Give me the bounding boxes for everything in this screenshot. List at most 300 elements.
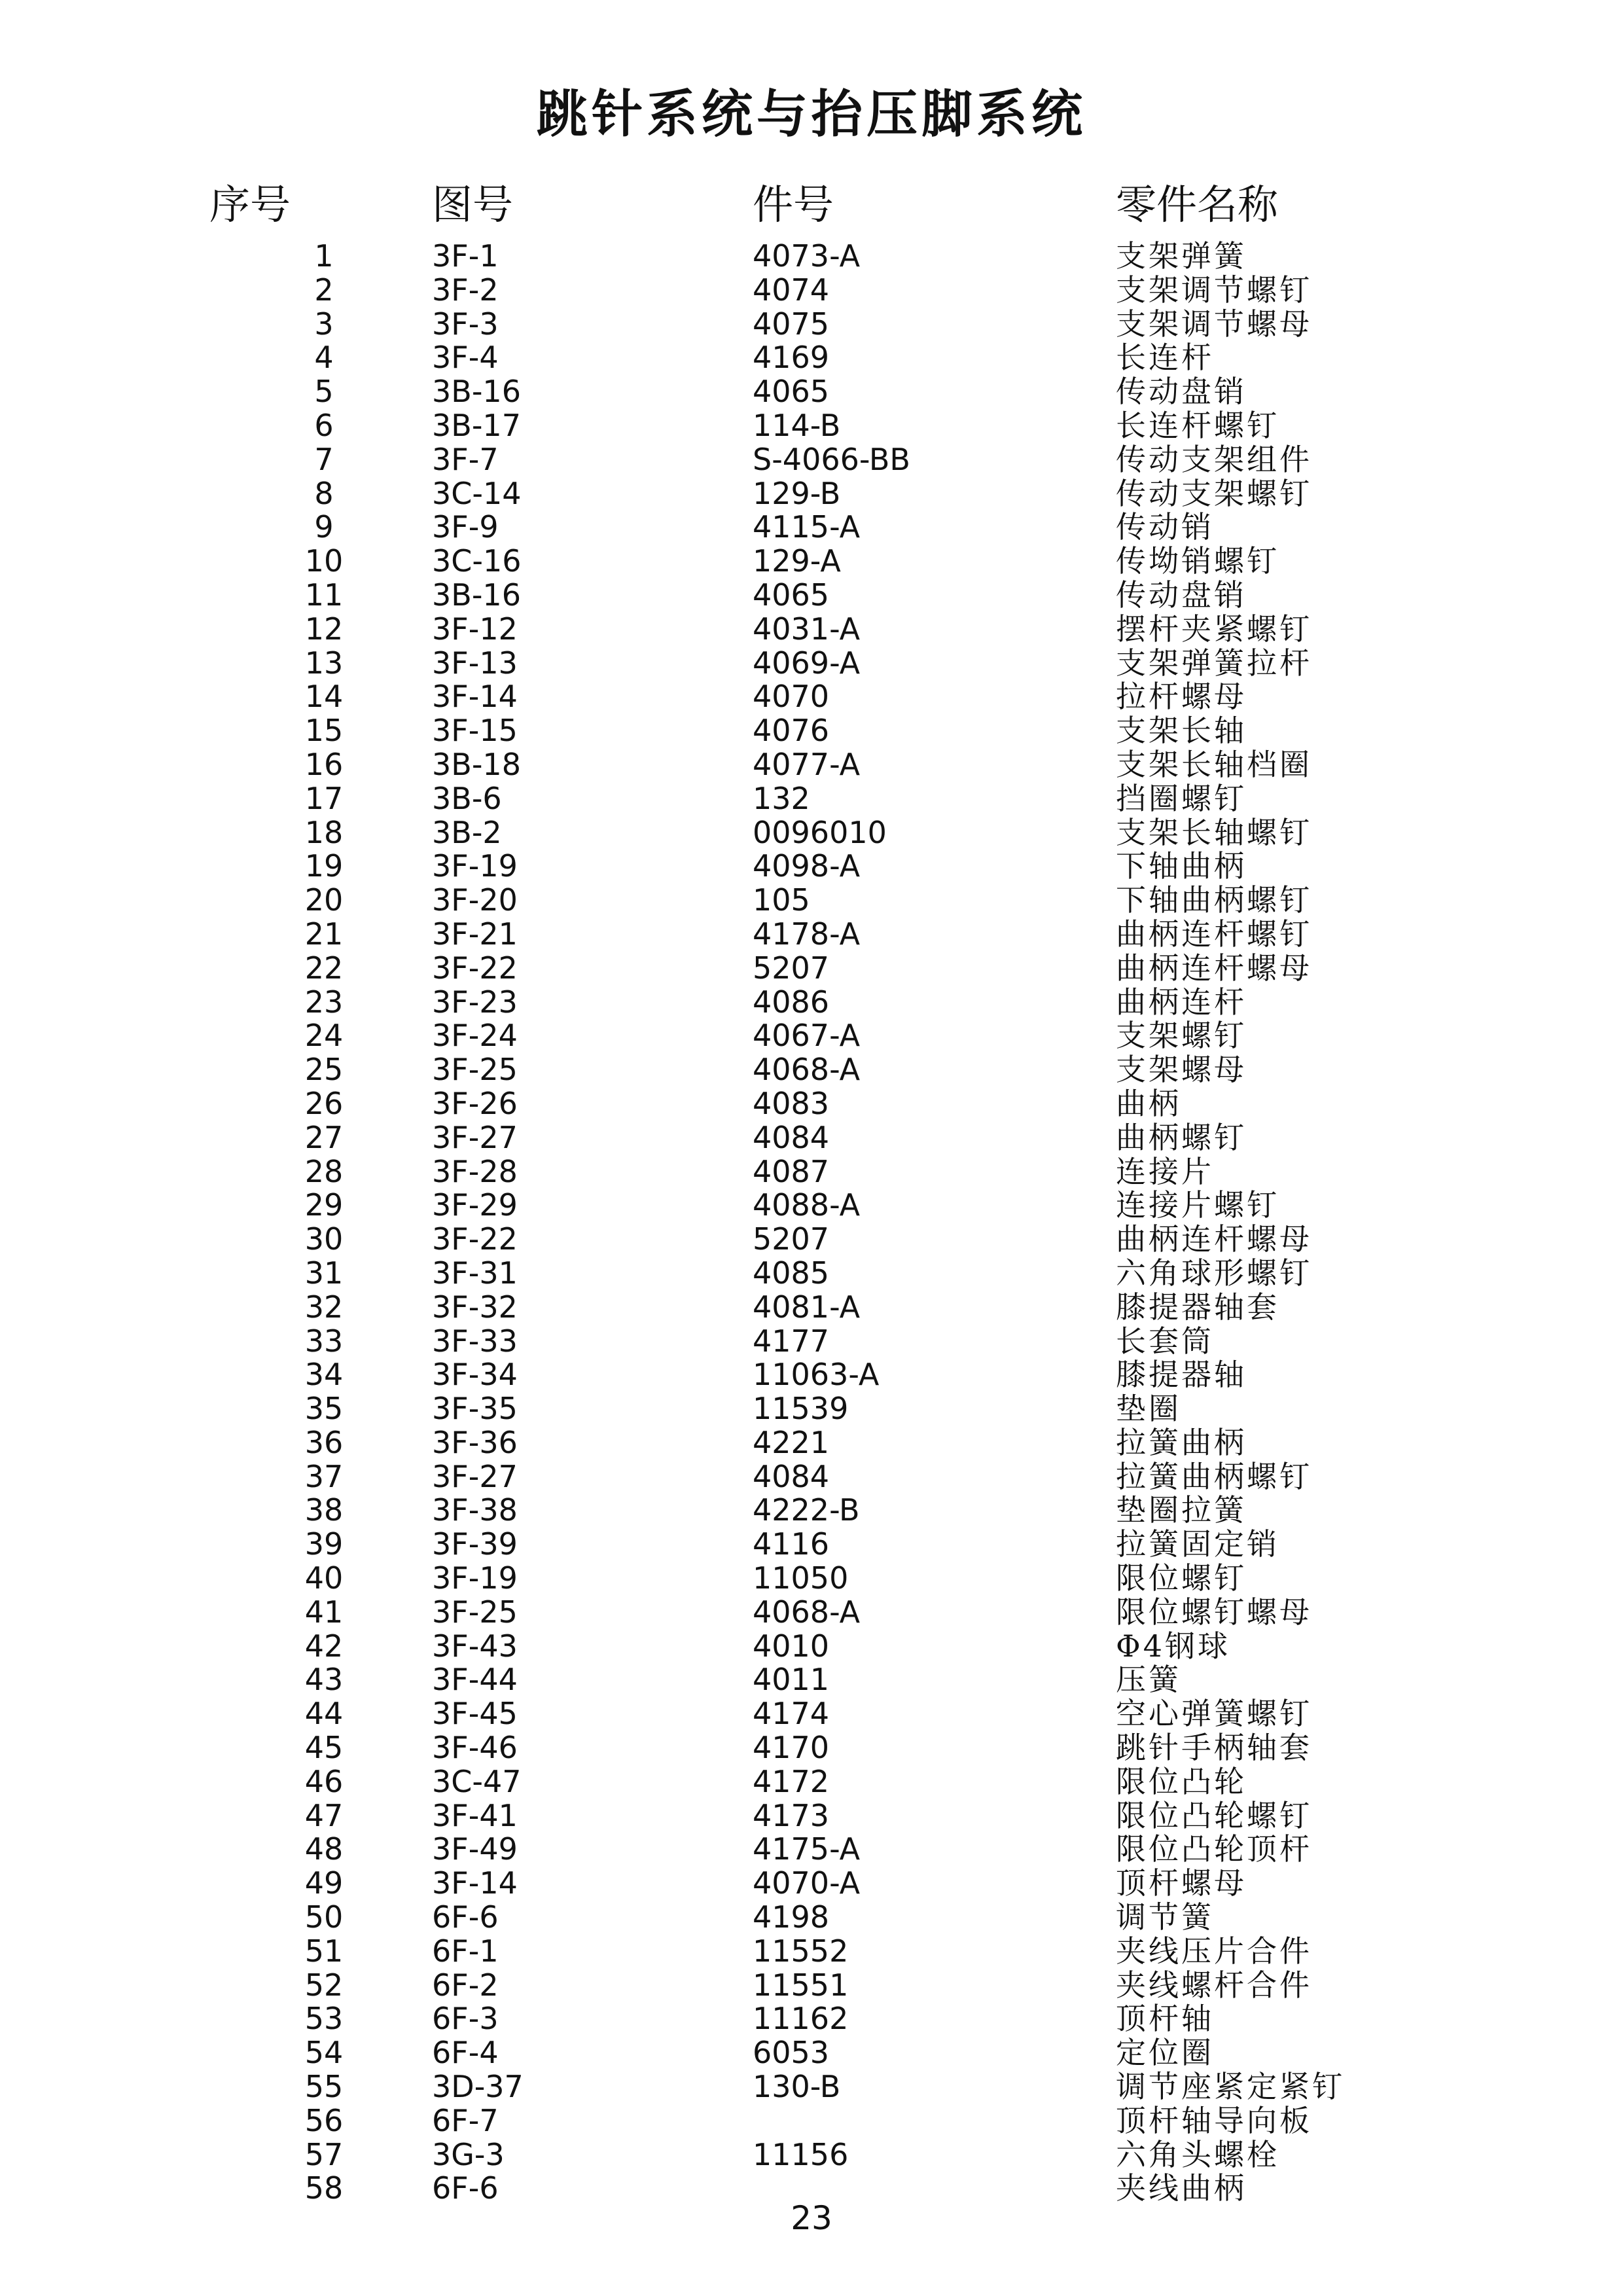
- seq-value: 12: [304, 612, 344, 647]
- cell-seq: [0, 1867, 432, 1901]
- cell-seq: [0, 1901, 432, 1935]
- table-row: [0, 2104, 1623, 2138]
- table-row: [0, 1019, 1623, 1053]
- cell-name: 夹线压片合件: [1116, 1934, 1312, 1969]
- cell-figure: 6F-2: [432, 1968, 499, 2003]
- table-row: [0, 1562, 1623, 1596]
- cell-seq: [0, 1053, 432, 1087]
- table-row: [0, 1392, 1623, 1426]
- cell-seq: [0, 1935, 432, 1969]
- cell-name: 传坳销螺钉: [1116, 545, 1279, 579]
- table-row: [0, 1528, 1623, 1562]
- seq-value: 43: [304, 1663, 344, 1698]
- cell-figure: 3F-14: [432, 1867, 518, 1901]
- table-row: [0, 1223, 1623, 1257]
- table-row: [0, 1189, 1623, 1223]
- cell-seq: [0, 884, 432, 918]
- table-row: [0, 816, 1623, 850]
- seq-value: 8: [314, 476, 334, 511]
- seq-value: 45: [304, 1731, 344, 1765]
- cell-name: 连接片: [1116, 1155, 1214, 1189]
- cell-part: 105: [753, 884, 810, 918]
- cell-part: 0096010: [753, 816, 887, 850]
- seq-value: 57: [304, 2138, 344, 2172]
- cell-figure: 3F-38: [432, 1494, 518, 1528]
- seq-value: 56: [304, 2104, 344, 2138]
- table-header-row: [0, 162, 1623, 240]
- table-row: [0, 986, 1623, 1020]
- table-row: [0, 613, 1623, 647]
- cell-figure: 3F-9: [432, 511, 499, 545]
- cell-seq: [0, 2104, 432, 2138]
- cell-part: 114-B: [753, 408, 841, 443]
- cell-part: 4011: [753, 1663, 830, 1698]
- cell-name: 调节簧: [1116, 1901, 1214, 1935]
- cell-figure: 3B-6: [432, 781, 502, 816]
- cell-name: 挡圈螺钉: [1116, 781, 1247, 816]
- cell-name: 顶杆螺母: [1116, 1867, 1247, 1901]
- cell-seq: [0, 579, 432, 613]
- cell-seq: [0, 1223, 432, 1257]
- cell-seq: [0, 274, 432, 308]
- cell-name: 摆杆夹紧螺钉: [1116, 612, 1312, 647]
- table-row: [0, 1867, 1623, 1901]
- table-row: [0, 2138, 1623, 2172]
- cell-seq: [0, 1358, 432, 1392]
- cell-figure: 3F-39: [432, 1528, 518, 1562]
- cell-figure: 3F-32: [432, 1290, 518, 1325]
- cell-part: 4065: [753, 578, 830, 613]
- table-row: [0, 1494, 1623, 1528]
- seq-value: 5: [314, 375, 334, 409]
- cell-figure: 3F-15: [432, 714, 518, 748]
- seq-value: 21: [304, 917, 344, 952]
- table-row: [0, 579, 1623, 613]
- table-row: [0, 1935, 1623, 1969]
- cell-name: 拉簧曲柄: [1116, 1426, 1247, 1460]
- cell-name: 支架调节螺钉: [1116, 273, 1312, 308]
- page-number: 23: [791, 2199, 832, 2237]
- table-row: [0, 511, 1623, 545]
- cell-part: 4069-A: [753, 646, 861, 681]
- cell-part: 4068-A: [753, 1053, 861, 1087]
- cell-name: 夹线螺杆合件: [1116, 1968, 1312, 2003]
- cell-seq: [0, 1325, 432, 1359]
- cell-part: 4077-A: [753, 747, 861, 782]
- seq-value: 46: [304, 1765, 344, 1799]
- cell-part: 4031-A: [753, 612, 861, 647]
- cell-figure: 6F-7: [432, 2104, 499, 2138]
- table-row: [0, 1630, 1623, 1664]
- cell-seq: [0, 1189, 432, 1223]
- cell-seq: [0, 1731, 432, 1765]
- cell-part: 4169: [753, 341, 830, 376]
- seq-value: 38: [304, 1494, 344, 1528]
- cell-name: 曲柄连杆螺母: [1116, 1223, 1312, 1257]
- cell-figure: 3F-24: [432, 1019, 518, 1054]
- cell-figure: 3G-3: [432, 2138, 505, 2172]
- seq-value: 31: [304, 1256, 344, 1291]
- cell-part: 4116: [753, 1528, 830, 1562]
- table-row: [0, 1426, 1623, 1460]
- cell-figure: 3F-28: [432, 1155, 518, 1189]
- cell-name: 拉簧曲柄螺钉: [1116, 1460, 1312, 1494]
- table-row: [0, 918, 1623, 952]
- cell-name: 压簧: [1116, 1663, 1181, 1698]
- cell-seq: [0, 986, 432, 1020]
- cell-name: 垫圈: [1116, 1392, 1181, 1426]
- table-row: [0, 952, 1623, 986]
- cell-name: 膝提器轴套: [1116, 1290, 1279, 1325]
- seq-value: 50: [304, 1901, 344, 1935]
- cell-figure: 3C-16: [432, 545, 522, 579]
- parts-table: [0, 162, 1623, 2206]
- seq-value: 40: [304, 1562, 344, 1596]
- seq-value: 47: [304, 1799, 344, 1833]
- cell-seq: [0, 952, 432, 986]
- table-row: [0, 1155, 1623, 1189]
- cell-part: 4076: [753, 714, 830, 748]
- cell-seq: [0, 545, 432, 579]
- seq-value: 23: [304, 985, 344, 1020]
- cell-seq: [0, 409, 432, 443]
- seq-value: 28: [304, 1155, 344, 1189]
- cell-figure: 3F-43: [432, 1629, 518, 1664]
- seq-value: 26: [304, 1086, 344, 1121]
- cell-name: 限位凸轮: [1116, 1765, 1247, 1799]
- cell-seq: [0, 477, 432, 511]
- cell-part: 11539: [753, 1392, 849, 1426]
- table-row: [0, 477, 1623, 511]
- cell-figure: 3C-47: [432, 1765, 522, 1799]
- seq-value: 58: [304, 2172, 344, 2206]
- parts-table-body: [0, 240, 1623, 2206]
- table-row: [0, 1121, 1623, 1155]
- cell-name: 支架调节螺母: [1116, 307, 1312, 342]
- cell-name: 连接片螺钉: [1116, 1189, 1279, 1223]
- cell-part: 4084: [753, 1121, 830, 1155]
- cell-part: 11050: [753, 1562, 849, 1596]
- cell-name: 支架螺钉: [1116, 1019, 1247, 1054]
- seq-value: 24: [304, 1019, 344, 1054]
- cell-seq: [0, 748, 432, 782]
- cell-name: 限位凸轮顶杆: [1116, 1833, 1312, 1867]
- seq-value: 37: [304, 1460, 344, 1494]
- cell-seq: [0, 1799, 432, 1833]
- table-row: [0, 1460, 1623, 1494]
- table-row: [0, 647, 1623, 681]
- cell-part: 11551: [753, 1968, 849, 2003]
- cell-figure: 3F-14: [432, 680, 518, 715]
- seq-value: 44: [304, 1697, 344, 1732]
- cell-seq: [0, 647, 432, 681]
- table-row: [0, 1663, 1623, 1697]
- cell-name: 曲柄连杆: [1116, 985, 1247, 1020]
- seq-value: 55: [304, 2070, 344, 2104]
- cell-name: 支架弹簧拉杆: [1116, 646, 1312, 681]
- cell-figure: 3C-14: [432, 476, 522, 511]
- cell-seq: [0, 1019, 432, 1053]
- cell-part: [753, 2104, 1116, 2138]
- cell-part: 4087: [753, 1155, 830, 1189]
- seq-value: 30: [304, 1223, 344, 1257]
- cell-figure: 3F-44: [432, 1663, 518, 1698]
- cell-name: 支架弹簧: [1116, 240, 1247, 274]
- table-row: [0, 1731, 1623, 1765]
- cell-part: 4065: [753, 375, 830, 409]
- cell-part: 4178-A: [753, 917, 861, 952]
- table-row: [0, 1765, 1623, 1799]
- cell-figure: 3F-34: [432, 1358, 518, 1393]
- table-row: [0, 782, 1623, 816]
- cell-seq: [0, 918, 432, 952]
- cell-part: 4083: [753, 1086, 830, 1121]
- cell-name: Φ4钢球: [1116, 1629, 1230, 1664]
- cell-seq: [0, 1257, 432, 1291]
- cell-figure: 6F-3: [432, 2002, 499, 2037]
- table-row: [0, 1325, 1623, 1359]
- cell-name: 支架长轴: [1116, 714, 1247, 748]
- seq-value: 41: [304, 1595, 344, 1630]
- cell-figure: 3F-21: [432, 917, 518, 952]
- cell-part: 4222-B: [753, 1494, 860, 1528]
- cell-figure: 3F-2: [432, 273, 499, 308]
- cell-seq: [0, 816, 432, 850]
- seq-value: 2: [314, 273, 334, 308]
- cell-seq: [0, 1630, 432, 1664]
- seq-value: 22: [304, 951, 344, 986]
- cell-seq: [0, 1460, 432, 1494]
- table-row: [0, 545, 1623, 579]
- cell-seq: [0, 2036, 432, 2070]
- cell-name: 拉簧固定销: [1116, 1528, 1279, 1562]
- cell-name: 定位圈: [1116, 2036, 1214, 2071]
- cell-part: 4098-A: [753, 850, 861, 884]
- seq-value: 17: [304, 781, 344, 816]
- cell-seq: [0, 680, 432, 714]
- table-row: [0, 1257, 1623, 1291]
- table-row: [0, 748, 1623, 782]
- cell-seq: [0, 613, 432, 647]
- cell-seq: [0, 308, 432, 342]
- header-part: 件号: [753, 180, 834, 228]
- table-row: [0, 850, 1623, 884]
- cell-figure: 3B-16: [432, 375, 521, 409]
- cell-figure: 3F-46: [432, 1731, 518, 1765]
- table-row: [0, 274, 1623, 308]
- seq-value: 54: [304, 2036, 344, 2071]
- cell-seq: [0, 1087, 432, 1121]
- seq-value: 52: [304, 1968, 344, 2003]
- seq-value: 29: [304, 1189, 344, 1223]
- seq-value: 34: [304, 1358, 344, 1393]
- cell-part: 4198: [753, 1901, 830, 1935]
- cell-part: 11162: [753, 2002, 849, 2037]
- cell-seq: [0, 1562, 432, 1596]
- cell-figure: 3D-37: [432, 2070, 524, 2104]
- cell-figure: 3F-27: [432, 1460, 518, 1494]
- seq-value: 3: [314, 307, 334, 342]
- seq-value: 48: [304, 1833, 344, 1867]
- cell-part: 5207: [753, 1223, 830, 1257]
- seq-value: 10: [304, 545, 344, 579]
- seq-value: 19: [304, 850, 344, 884]
- cell-name: 顶杆轴: [1116, 2002, 1214, 2037]
- seq-value: 27: [304, 1121, 344, 1155]
- seq-value: 11: [304, 578, 344, 613]
- cell-figure: 3F-22: [432, 951, 518, 986]
- cell-seq: [0, 1426, 432, 1460]
- table-row: [0, 443, 1623, 477]
- cell-name: 跳针手柄轴套: [1116, 1731, 1312, 1765]
- table-row: [0, 2002, 1623, 2036]
- cell-part: 11156: [753, 2138, 849, 2172]
- cell-figure: 6F-1: [432, 1934, 499, 1969]
- cell-name: 限位螺钉螺母: [1116, 1595, 1312, 1630]
- cell-figure: 3B-2: [432, 816, 502, 850]
- cell-seq: [0, 341, 432, 375]
- cell-part: 4170: [753, 1731, 830, 1765]
- cell-figure: 3F-22: [432, 1223, 518, 1257]
- cell-name: 调节座紧定紧钉: [1116, 2070, 1345, 2104]
- cell-name: 夹线曲柄: [1116, 2172, 1247, 2206]
- header-figure: 图号: [432, 180, 514, 228]
- cell-part: 4074: [753, 273, 830, 308]
- cell-part: 4067-A: [753, 1019, 861, 1054]
- table-row: [0, 1596, 1623, 1630]
- seq-value: 14: [304, 680, 344, 715]
- cell-part: 4174: [753, 1697, 830, 1732]
- table-row: [0, 1969, 1623, 2003]
- cell-name: 传动销: [1116, 511, 1214, 545]
- cell-name: 六角头螺栓: [1116, 2138, 1279, 2172]
- seq-value: 1: [314, 240, 334, 274]
- cell-figure: 3B-17: [432, 408, 521, 443]
- cell-figure: 3F-23: [432, 985, 518, 1020]
- cell-figure: 3F-7: [432, 442, 499, 477]
- cell-figure: 3F-20: [432, 884, 518, 918]
- cell-name: 曲柄连杆螺母: [1116, 951, 1312, 986]
- cell-part: 4084: [753, 1460, 830, 1494]
- cell-part: 6053: [753, 2036, 830, 2071]
- cell-name: 六角球形螺钉: [1116, 1256, 1312, 1291]
- seq-value: 32: [304, 1290, 344, 1325]
- cell-part: 4175-A: [753, 1833, 861, 1867]
- table-row: [0, 1697, 1623, 1731]
- table-row: [0, 308, 1623, 342]
- seq-value: 49: [304, 1867, 344, 1901]
- cell-figure: 3F-27: [432, 1121, 518, 1155]
- cell-part: 5207: [753, 951, 830, 986]
- seq-value: 15: [304, 714, 344, 748]
- cell-name: 传动支架组件: [1116, 442, 1312, 477]
- cell-part: 4070-A: [753, 1867, 861, 1901]
- cell-figure: 3F-26: [432, 1086, 518, 1121]
- cell-figure: 3F-19: [432, 1562, 518, 1596]
- cell-figure: 3F-33: [432, 1324, 518, 1359]
- cell-name: 支架长轴螺钉: [1116, 816, 1312, 850]
- cell-seq: [0, 1765, 432, 1799]
- cell-part: 132: [753, 781, 810, 816]
- cell-part: 4088-A: [753, 1189, 861, 1223]
- cell-figure: 3F-1: [432, 240, 499, 274]
- seq-value: 35: [304, 1392, 344, 1426]
- cell-name: 曲柄: [1116, 1086, 1181, 1121]
- cell-name: 曲柄螺钉: [1116, 1121, 1247, 1155]
- cell-part: 4068-A: [753, 1595, 861, 1630]
- cell-seq: [0, 511, 432, 545]
- cell-part: 4172: [753, 1765, 830, 1799]
- cell-part: 4085: [753, 1256, 830, 1291]
- cell-name: 限位螺钉: [1116, 1562, 1247, 1596]
- cell-part: 11552: [753, 1934, 849, 1969]
- seq-value: 20: [304, 884, 344, 918]
- cell-name: 传动盘销: [1116, 578, 1247, 613]
- cell-seq: [0, 1392, 432, 1426]
- cell-figure: 3B-16: [432, 578, 521, 613]
- table-row: [0, 1358, 1623, 1392]
- table-row: [0, 1291, 1623, 1325]
- cell-seq: [0, 443, 432, 477]
- cell-name: 长套筒: [1116, 1324, 1214, 1359]
- cell-seq: [0, 1494, 432, 1528]
- cell-name: 曲柄连杆螺钉: [1116, 917, 1312, 952]
- cell-figure: 6F-6: [432, 1901, 499, 1935]
- cell-figure: 3F-36: [432, 1426, 518, 1460]
- cell-seq: [0, 375, 432, 409]
- cell-figure: 6F-4: [432, 2036, 499, 2071]
- cell-figure: 3B-18: [432, 747, 521, 782]
- cell-seq: [0, 1969, 432, 2003]
- cell-seq: [0, 240, 432, 274]
- cell-figure: 3F-49: [432, 1833, 518, 1867]
- cell-part: 129-A: [753, 545, 841, 579]
- cell-figure: 3F-4: [432, 341, 499, 376]
- table-row: [0, 1087, 1623, 1121]
- seq-value: 53: [304, 2002, 344, 2037]
- table-row: [0, 1053, 1623, 1087]
- cell-seq: [0, 782, 432, 816]
- cell-part: 130-B: [753, 2070, 841, 2104]
- cell-figure: 3F-25: [432, 1595, 518, 1630]
- cell-name: 垫圈拉簧: [1116, 1494, 1247, 1528]
- cell-part: 4081-A: [753, 1290, 861, 1325]
- cell-part: S-4066-BB: [753, 442, 910, 477]
- cell-figure: 6F-6: [432, 2172, 499, 2206]
- cell-part: 4075: [753, 307, 830, 342]
- header-name: 零件名称: [1116, 180, 1279, 228]
- seq-value: 9: [314, 511, 334, 545]
- cell-part: 4177: [753, 1324, 830, 1359]
- cell-name: 长连杆: [1116, 341, 1214, 376]
- cell-seq: [0, 1596, 432, 1630]
- seq-value: 51: [304, 1934, 344, 1969]
- cell-seq: [0, 850, 432, 884]
- cell-part: 4221: [753, 1426, 830, 1460]
- table-row: [0, 409, 1623, 443]
- cell-seq: [0, 1697, 432, 1731]
- table-row: [0, 2070, 1623, 2104]
- cell-name: 限位凸轮螺钉: [1116, 1799, 1312, 1833]
- cell-figure: 3F-35: [432, 1392, 518, 1426]
- cell-name: 支架螺母: [1116, 1053, 1247, 1087]
- page-title: 跳针系统与抬压脚系统: [536, 85, 1086, 144]
- cell-seq: [0, 1121, 432, 1155]
- table-row: [0, 375, 1623, 409]
- table-row: [0, 1799, 1623, 1833]
- table-row: [0, 714, 1623, 748]
- table-row: [0, 2036, 1623, 2070]
